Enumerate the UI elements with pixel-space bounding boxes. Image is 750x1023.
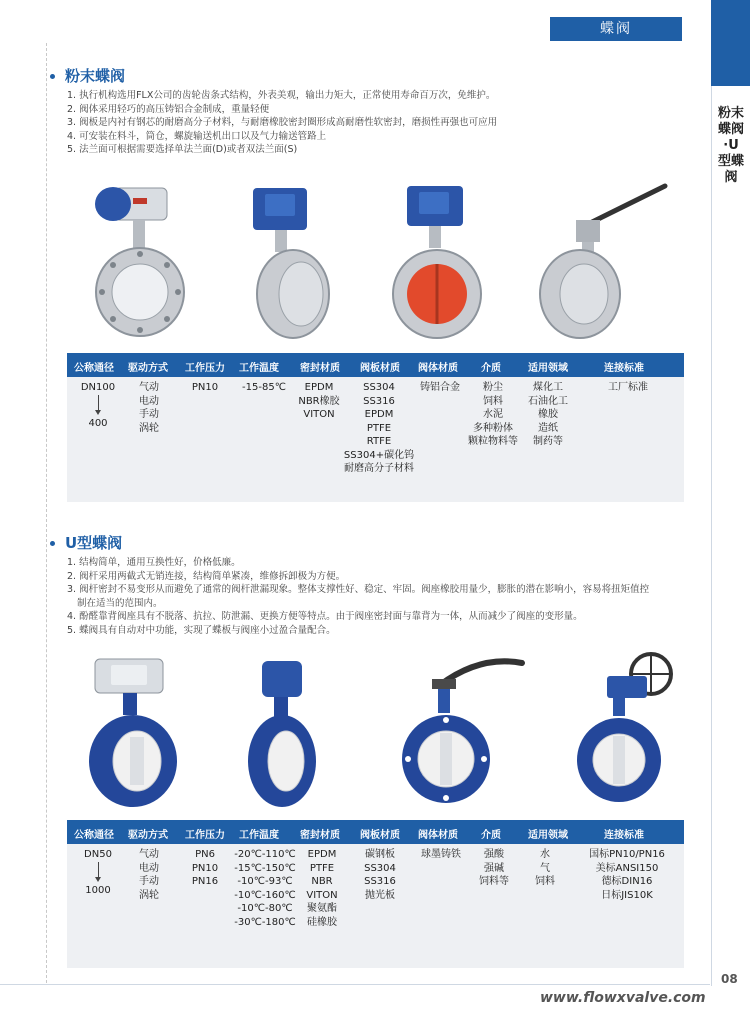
pressure-item: PN10 [191, 382, 219, 393]
col-header-size: 公称通径 [74, 830, 114, 841]
col-header-size: 公称通径 [74, 363, 114, 374]
seal-item: 聚氨酯 [307, 903, 337, 914]
col-header-media: 介质 [481, 363, 501, 374]
cell-temp [229, 848, 301, 929]
disc-item: 碳钢板 [365, 849, 395, 860]
col-header-pressure: 工作压力 [185, 830, 225, 841]
seal-item: PTFE [309, 862, 335, 874]
cell-standard [581, 848, 673, 902]
standard-item: 国标PN10/PN16 [589, 849, 665, 860]
feature-item: 3. 阀板是内衬有钢芯的耐磨高分子材料，与耐磨橡胶密封圈形成高耐磨性软密封，磨损性再强也可应用 [67, 117, 498, 128]
cell-seal [299, 848, 345, 929]
media-item: 水泥 [483, 409, 503, 420]
disc-item: SS316 [363, 395, 395, 407]
worm-gear-u-valve-image [575, 650, 675, 810]
cell-field [527, 848, 563, 889]
feature-item: 4. 可安装在料斗，筒仓，螺旋输送机出口以及气力输送管路上 [67, 130, 327, 142]
drive-item: 涡轮 [139, 422, 159, 434]
field-item: 制药等 [533, 436, 563, 447]
col-header-body: 阀体材质 [418, 830, 458, 841]
disc-item: 抛光板 [365, 889, 395, 901]
cell-media [465, 381, 521, 449]
cell-body [413, 848, 469, 862]
cell-field [521, 381, 575, 449]
feature-item: 5. 蝶阀具有自动对中功能，实现了蝶板与阀座小过盈合量配合。 [67, 624, 336, 636]
col-header-field: 适用领域 [528, 830, 568, 841]
website-link[interactable]: www.flowxvalve.com [540, 990, 706, 1006]
cell-drive [131, 848, 167, 902]
disc-item: PTFE [366, 422, 392, 434]
temp-item: -15-85℃ [242, 382, 286, 393]
disc-item: RTFE [366, 436, 392, 447]
col-header-drive: 驱动方式 [128, 363, 168, 374]
size-to: 400 [88, 417, 108, 429]
range-arrow-icon [98, 862, 99, 880]
drive-item: 电动 [139, 862, 159, 874]
manual-powder-valve-image [520, 180, 670, 340]
disc-item: SS304+碳化钨 [343, 449, 415, 461]
col-header-standard: 连接标准 [604, 363, 644, 374]
dashed-guide-line [46, 43, 47, 983]
standard-item: 工厂标准 [608, 382, 648, 393]
media-item: 颗粒物料等 [468, 436, 518, 447]
standard-item: 日标JIS10K [601, 889, 653, 901]
side-section-label: 粉末蝶阀·U型蝶阀 [718, 106, 745, 185]
drive-item: 涡轮 [139, 889, 159, 901]
col-header-media: 介质 [481, 830, 501, 841]
col-header-field: 适用领域 [528, 363, 568, 374]
disc-item: SS304 [363, 382, 395, 393]
field-item: 造纸 [538, 422, 558, 434]
disc-item: SS316 [364, 876, 396, 887]
electric-powder-valve-image [235, 180, 345, 340]
seal-item: VITON [306, 889, 338, 901]
drive-item: 气动 [139, 382, 159, 393]
field-item: 饲料 [535, 876, 555, 887]
size-to: 1000 [85, 884, 111, 896]
media-item: 饲料 [483, 395, 503, 407]
media-item: 粉尘 [483, 382, 503, 393]
media-item: 强酸 [484, 849, 504, 860]
spec-table-powder [67, 353, 684, 502]
body-item: 球墨铸铁 [421, 849, 461, 860]
electric-powder-valve-red-disc-image [385, 180, 495, 340]
side-color-bar [711, 0, 750, 86]
cell-size [75, 381, 121, 430]
feature-item: 2. 阀体采用轻巧的高压铸铝合金制成，重量轻便 [67, 103, 270, 115]
cell-temp [235, 381, 293, 395]
field-item: 气 [540, 862, 550, 874]
section-title-text: U型蝶阀 [65, 534, 123, 552]
spec-table-header [67, 820, 684, 844]
cell-seal [294, 381, 344, 422]
feature-list-u-valve [67, 556, 697, 637]
temp-item: -30℃-180℃ [234, 916, 296, 928]
pressure-item: PN10 [191, 862, 219, 874]
seal-item: NBR [311, 876, 333, 887]
temp-item: -10℃-80℃ [237, 903, 293, 914]
category-tag: 蝶阀 [550, 17, 682, 41]
cell-pressure [185, 848, 225, 889]
feature-item: 5. 法兰面可根据需要选择单法兰面(D)或者双法兰面(S) [67, 144, 298, 155]
seal-item: VITON [303, 409, 335, 420]
col-header-standard: 连接标准 [604, 830, 644, 841]
cell-disc [355, 848, 405, 902]
cell-pressure [185, 381, 225, 395]
col-header-temp: 工作温度 [239, 363, 279, 374]
electric-u-valve-image [240, 655, 340, 810]
feature-item: 1. 结构简单，通用互换性好，价格低廉。 [67, 557, 241, 568]
seal-item: NBR橡胶 [298, 395, 340, 407]
section-title-text: 粉末蝶阀 [65, 67, 126, 85]
feature-item: 3. 阀杆密封不易变形从而避免了通常的阀杆泄漏现象。整体支撑性好、稳定、牢固。阀座橡胶用量少，膨胀的潜在影响小，容易将扭矩值控 [67, 584, 650, 595]
col-header-disc: 阀板材质 [360, 830, 400, 841]
section-title-u-valve [50, 532, 122, 553]
drive-item: 电动 [139, 395, 159, 407]
temp-item: -15℃-150℃ [234, 862, 296, 874]
size-from: DN100 [80, 382, 116, 393]
disc-item: 耐磨高分子材料 [344, 463, 414, 474]
drive-item: 气动 [139, 849, 159, 860]
feature-item: 1. 执行机构选用FLX公司的齿轮齿条式结构，外表美观，输出力矩大，正常使用寿命百万次，免维护。 [67, 90, 496, 101]
disc-item: SS304 [364, 862, 396, 874]
pressure-item: PN6 [195, 849, 215, 860]
seal-item: EPDM [304, 382, 334, 393]
seal-item: EPDM [307, 849, 337, 860]
side-divider [711, 86, 712, 986]
cell-body [415, 381, 465, 395]
feature-item: 2. 阀杆采用两截式无销连接，结构简单紧凑，维修拆卸极为方便。 [67, 570, 346, 582]
bullet-dot-icon [50, 541, 55, 546]
col-header-pressure: 工作压力 [185, 363, 225, 374]
seal-item: 硅橡胶 [307, 916, 337, 928]
standard-item: 德标DIN16 [601, 876, 653, 887]
col-header-disc: 阀板材质 [360, 363, 400, 374]
temp-item: -10℃-160℃ [234, 889, 296, 901]
size-from: DN50 [84, 849, 112, 860]
cell-size [75, 848, 121, 897]
drive-item: 手动 [139, 409, 159, 420]
col-header-body: 阀体材质 [418, 363, 458, 374]
field-item: 石油化工 [528, 395, 568, 407]
temp-item: -10℃-93℃ [237, 876, 293, 887]
cell-standard [593, 381, 663, 395]
feature-item: 4. 酚醛靠背阀座具有不脱落、抗拉、防泄漏、更换方便等特点。由于阀座密封面与靠背为一体，从而减少了阀座的变形量。 [67, 611, 583, 622]
body-item: 铸铝合金 [420, 382, 460, 393]
cell-drive [131, 381, 167, 435]
manual-u-valve-image [400, 655, 530, 810]
media-item: 饲料等 [479, 876, 509, 887]
spec-table-u-valve [67, 820, 684, 968]
range-arrow-icon [98, 395, 99, 413]
col-header-temp: 工作温度 [239, 830, 279, 841]
pneumatic-powder-valve-image [85, 180, 195, 340]
footer-divider [0, 984, 710, 985]
page-number: 08 [721, 972, 738, 986]
col-header-seal: 密封材质 [300, 363, 340, 374]
bullet-dot-icon [50, 74, 55, 79]
field-item: 橡胶 [538, 409, 558, 420]
cell-media [471, 848, 517, 889]
field-item: 水 [540, 849, 550, 860]
spec-table-body [67, 844, 684, 968]
pneumatic-u-valve-image [85, 655, 205, 810]
feature-item: 制在适当的范围内。 [77, 597, 163, 609]
media-item: 多种粉体 [473, 422, 513, 434]
disc-item: EPDM [364, 409, 394, 420]
spec-table-body [67, 377, 684, 502]
cell-disc [343, 381, 415, 476]
col-header-seal: 密封材质 [300, 830, 340, 841]
field-item: 煤化工 [533, 382, 563, 393]
spec-table-header [67, 353, 684, 377]
media-item: 强碱 [484, 862, 504, 874]
col-header-drive: 驱动方式 [128, 830, 168, 841]
pressure-item: PN16 [191, 876, 219, 887]
drive-item: 手动 [139, 876, 159, 887]
section-title-powder-valve [50, 65, 125, 86]
standard-item: 美标ANSI150 [595, 862, 659, 874]
feature-list-powder [67, 89, 697, 157]
temp-item: -20℃-110℃ [234, 849, 296, 860]
